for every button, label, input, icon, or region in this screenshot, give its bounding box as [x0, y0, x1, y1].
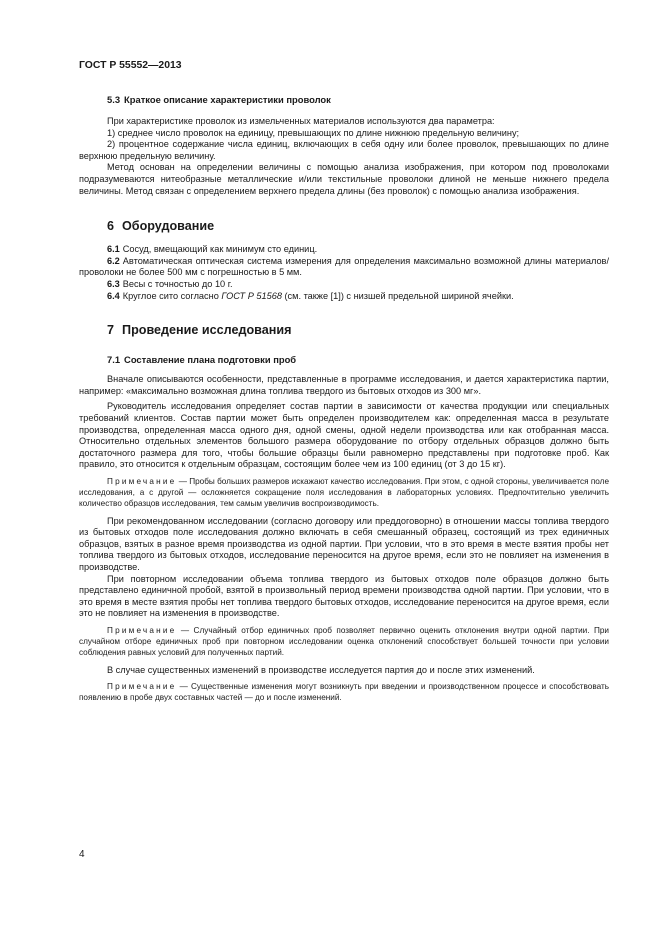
note [79, 477, 609, 510]
note-text: — Существенные изменения могут возникнуть при введении и производственном процессе и способствовать появлению в пробе двух составных частей — до и после изменений. [79, 682, 609, 703]
section-number: 7 [107, 323, 115, 338]
clause-text: (см. также [1]) c низшей предельной шириной ячейки. [281, 290, 514, 301]
section-title-text: Проведение исследования [122, 323, 292, 338]
page-number: 4 [79, 849, 85, 860]
note-label: Примечание [107, 625, 177, 635]
subsection-number: 5.3 [107, 94, 121, 105]
paragraph: Вначале описываются особенности, представленные в программе исследования, и дается характеристика партии, например: «максимально возможная длина топлива твердого из бытовых отходов из 300 мг». [79, 374, 609, 396]
clause-text: Автоматическая оптическая система измерения для определения максимально возможной длины материалов/проволоки не более 500 мм c погрешностью в 5 мм. [79, 255, 609, 278]
clause-text: Круглое сито согласно [122, 290, 222, 301]
subsection-title-text: Краткое описание характеристики проволок [124, 94, 331, 105]
section-title-6 [79, 219, 609, 234]
section-number: 6 [107, 219, 115, 234]
subsection-title-5-3 [79, 94, 609, 105]
note [79, 626, 609, 659]
document-code: ГОСТ Р 55552—2013 [79, 60, 182, 71]
note-text: — Пробы больших размеров искажают качество исследования. При этом, с одной стороны, увеличивается поле исследования, а с другой — осложняется сокращение поля исследования в лабораторных условиях. Предпочтительно увеличить количество образцов исследования, тем самым увеличив воспроизводимость. [79, 476, 609, 508]
clause-6-4 [79, 291, 609, 303]
clause-number: 6.3 [107, 278, 120, 289]
section-title-7 [79, 323, 609, 338]
section-title-text: Оборудование [122, 219, 215, 234]
clause-text: Весы c точностью до 10 г. [122, 278, 233, 289]
clause-text: Сосуд, вмещающий как минимум сто единиц. [122, 244, 318, 255]
list-item-1: 1) среднее число проволок на единицу, превышающих по длине нижнюю предельную величину; [107, 127, 520, 138]
list-item-2: 2) процентное содержание числа единиц, включающих в себя одну или более проволок, превышающих по длине верхнюю предельную величину. [79, 139, 609, 161]
note-label: Примечание [107, 682, 177, 692]
clause-number: 6.4 [107, 290, 120, 301]
note-text: — Случайный отбор единичных проб позволяет первично оценить отклонения внутри одной партии. При случайном отборе единичных проб при повторном исследовании оценка отклонений способствует большей точности при условии соблюдения равных условий для полученных партий. [79, 625, 609, 657]
standard-reference: ГОСТ Р 51568 [221, 290, 282, 301]
clause-6-1 [79, 244, 609, 256]
subsection-title-7-1 [79, 354, 609, 365]
paragraph: Руководитель исследования определяет состав партии в зависимости от качества продукции или специальных требований клиентов. Состав партии может быть определен производителем как: определенная масса в результате производства, определенная масса одного дня, одной смены, одной недели производства или как отобранная масса. Относительно отдельных элементов большого размера оборудование по отбору отдельных образцов должно быть достаточного размера для того, чтобы большие образцы были равномерно представлены при подготовке проб. Как правило, это относится к отдельным образцам, состоящим более чем из 100 единиц (от 3 до 15 кг). [79, 401, 609, 470]
page-content [79, 94, 609, 704]
paragraph: При рекомендованном исследовании (согласно договору или преддоговорно) в отношении массы топлива твердого из бытовых отходов поле исследования должно включать в себя смешанный образец, состоящий из трех единичных образцов, взятых в разное время производства из одной партии. При условии, что в это время в месте взятия пробы нет топлива твердого из бытовых отходов, исследование переносится на другое время, если это не повлияет на изменения в производстве. [79, 515, 609, 572]
subsection-title-text: Составление плана подготовки проб [124, 354, 297, 366]
paragraph: Метод основан на определении величины c помощью анализа изображения, при котором под проволоками подразумеваются нитеобразные металлические и/или текстильные проволоки длиной не меньше нижнего предела величины. Метод связан c определением верхнего предела длины (без проволок) c помощью анализа изображения. [79, 162, 609, 196]
paragraph: В случае существенных изменений в производстве исследуется партия до и после этих изменений. [107, 664, 535, 675]
note [79, 682, 609, 704]
note-label: Примечание [107, 476, 177, 486]
clause-6-2 [79, 256, 609, 279]
paragraph: При повторном исследовании объема топлива твердого из бытовых отходов поле образцов должно быть представлено единичной пробой, взятой в произвольный период времени производства одной партии. При условии, что в это время в месте взятия пробы нет топлива твердого бытовых отходов, исследование переносится на другое время, если это не повлияет на изменения в производстве. [79, 573, 609, 619]
clause-6-3 [79, 279, 609, 291]
subsection-number: 7.1 [107, 354, 121, 366]
clause-number: 6.1 [107, 244, 120, 255]
paragraph: При характеристике проволок из измельченных материалов используются два параметра: [107, 116, 495, 126]
clause-number: 6.2 [107, 255, 120, 266]
